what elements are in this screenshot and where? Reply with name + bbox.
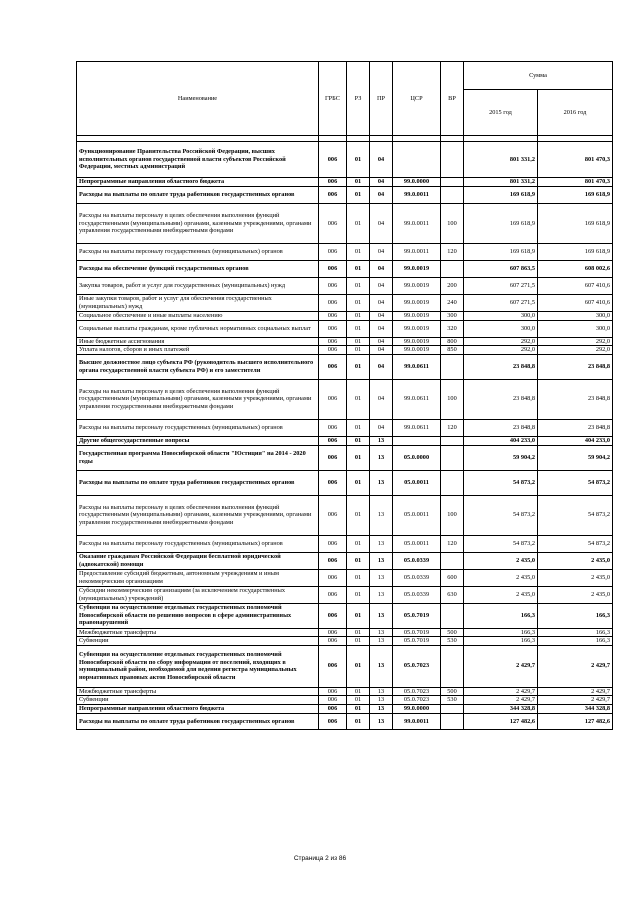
cell-grbs: 006 bbox=[319, 178, 347, 187]
cell-y2016: 292,0 bbox=[538, 337, 613, 346]
cell-csr: 99.0.0011 bbox=[393, 713, 441, 729]
cell-csr: 99.0.0011 bbox=[393, 204, 441, 244]
cell-y2016: 23 848,8 bbox=[538, 419, 613, 436]
table-row bbox=[77, 552, 613, 569]
cell-grbs: 006 bbox=[319, 346, 347, 355]
cell-rz: 01 bbox=[347, 637, 370, 646]
cell-y2015: 292,0 bbox=[464, 337, 538, 346]
cell-vr: 850 bbox=[441, 346, 464, 355]
cell-csr: 05.0.0011 bbox=[393, 535, 441, 552]
cell-name: Другие общегосударственные вопросы bbox=[77, 436, 319, 445]
cell-vr bbox=[441, 603, 464, 628]
table-row bbox=[77, 204, 613, 244]
cell-y2016: 2 435,0 bbox=[538, 586, 613, 603]
table-row bbox=[77, 379, 613, 419]
cell-vr: 530 bbox=[441, 696, 464, 705]
cell-rz: 01 bbox=[347, 687, 370, 696]
cell-y2015: 2 429,7 bbox=[464, 645, 538, 687]
cell-name: Государственная программа Новосибирской области "Юстиция" на 2014 - 2020 годы bbox=[77, 445, 319, 470]
cell-vr: 120 bbox=[441, 419, 464, 436]
cell-grbs: 006 bbox=[319, 495, 347, 535]
cell-pr: 13 bbox=[370, 535, 393, 552]
cell-csr: 05.0.0339 bbox=[393, 586, 441, 603]
header-2016: 2016 год bbox=[538, 90, 613, 136]
cell-pr: 13 bbox=[370, 713, 393, 729]
table-row bbox=[77, 628, 613, 637]
cell-vr bbox=[441, 261, 464, 278]
cell-name: Иные бюджетные ассигнования bbox=[77, 337, 319, 346]
cell-y2016: 300,0 bbox=[538, 312, 613, 321]
cell-grbs: 006 bbox=[319, 470, 347, 495]
header-grbs: ГРБС bbox=[319, 62, 347, 136]
cell-y2016: 169 618,9 bbox=[538, 187, 613, 204]
table-row bbox=[77, 178, 613, 187]
cell-vr: 100 bbox=[441, 204, 464, 244]
cell-rz: 01 bbox=[347, 295, 370, 312]
table-row bbox=[77, 320, 613, 337]
cell-y2015: 166,3 bbox=[464, 628, 538, 637]
cell-y2016: 801 470,3 bbox=[538, 142, 613, 178]
table-row bbox=[77, 696, 613, 705]
cell-pr: 04 bbox=[370, 312, 393, 321]
cell-pr: 04 bbox=[370, 142, 393, 178]
cell-pr: 04 bbox=[370, 278, 393, 295]
cell-y2015: 2 435,0 bbox=[464, 569, 538, 586]
cell-grbs: 006 bbox=[319, 603, 347, 628]
cell-vr bbox=[441, 178, 464, 187]
cell-grbs: 006 bbox=[319, 535, 347, 552]
cell-y2015: 2 429,7 bbox=[464, 696, 538, 705]
cell-pr: 13 bbox=[370, 436, 393, 445]
cell-grbs: 006 bbox=[319, 354, 347, 379]
table-row bbox=[77, 470, 613, 495]
cell-name: Расходы на выплаты по оплате труда работников государственных органов bbox=[77, 470, 319, 495]
cell-name: Расходы на выплаты по оплате труда работников государственных органов bbox=[77, 713, 319, 729]
table-row bbox=[77, 337, 613, 346]
cell-y2016: 607 410,6 bbox=[538, 295, 613, 312]
cell-grbs: 006 bbox=[319, 552, 347, 569]
cell-grbs: 006 bbox=[319, 687, 347, 696]
cell-y2015: 2 429,7 bbox=[464, 687, 538, 696]
cell-y2016: 2 429,7 bbox=[538, 645, 613, 687]
cell-grbs: 006 bbox=[319, 704, 347, 713]
cell-pr: 04 bbox=[370, 337, 393, 346]
cell-csr: 99.0.0019 bbox=[393, 261, 441, 278]
cell-csr: 99.0.0019 bbox=[393, 278, 441, 295]
cell-name: Функционирование Правительства Российской Федерации, высших исполнительных органов государственной власти субъектов Российской Федерации, местных администраций bbox=[77, 142, 319, 178]
cell-name: Расходы на обеспечение функций государственных органов bbox=[77, 261, 319, 278]
cell-name: Расходы на выплаты персоналу в целях обеспечения выполнения функций государственными (муниципальными) органами, казенными учреждениями, органами управления государственными внебюджетными фондами bbox=[77, 204, 319, 244]
cell-y2015: 607 271,5 bbox=[464, 278, 538, 295]
cell-rz: 01 bbox=[347, 379, 370, 419]
cell-vr bbox=[441, 445, 464, 470]
cell-csr: 05.0.0011 bbox=[393, 470, 441, 495]
cell-y2016: 127 482,6 bbox=[538, 713, 613, 729]
cell-pr: 04 bbox=[370, 419, 393, 436]
header-csr: ЦСР bbox=[393, 62, 441, 136]
cell-pr: 13 bbox=[370, 569, 393, 586]
cell-grbs: 006 bbox=[319, 295, 347, 312]
cell-y2015: 54 873,2 bbox=[464, 495, 538, 535]
cell-csr: 99.0.0611 bbox=[393, 419, 441, 436]
cell-rz: 01 bbox=[347, 552, 370, 569]
cell-name: Расходы на выплаты персоналу государственных (муниципальных) органов bbox=[77, 535, 319, 552]
table-row bbox=[77, 187, 613, 204]
cell-pr: 04 bbox=[370, 346, 393, 355]
cell-csr: 99.0.0000 bbox=[393, 704, 441, 713]
cell-vr: 100 bbox=[441, 379, 464, 419]
cell-vr: 300 bbox=[441, 312, 464, 321]
cell-name: Закупка товаров, работ и услуг для государственных (муниципальных) нужд bbox=[77, 278, 319, 295]
table-row bbox=[77, 312, 613, 321]
cell-grbs: 006 bbox=[319, 586, 347, 603]
cell-rz: 01 bbox=[347, 312, 370, 321]
cell-rz: 01 bbox=[347, 569, 370, 586]
cell-vr: 630 bbox=[441, 586, 464, 603]
table-row bbox=[77, 436, 613, 445]
cell-csr: 99.0.0019 bbox=[393, 346, 441, 355]
cell-y2016: 608 002,6 bbox=[538, 261, 613, 278]
cell-vr: 500 bbox=[441, 687, 464, 696]
cell-rz: 01 bbox=[347, 704, 370, 713]
cell-grbs: 006 bbox=[319, 204, 347, 244]
cell-csr bbox=[393, 436, 441, 445]
cell-rz: 01 bbox=[347, 445, 370, 470]
table-row bbox=[77, 704, 613, 713]
cell-pr: 13 bbox=[370, 552, 393, 569]
cell-rz: 01 bbox=[347, 419, 370, 436]
cell-rz: 01 bbox=[347, 603, 370, 628]
cell-y2015: 801 331,2 bbox=[464, 178, 538, 187]
cell-csr: 99.0.0019 bbox=[393, 295, 441, 312]
cell-y2015: 801 331,2 bbox=[464, 142, 538, 178]
cell-csr: 05.0.0000 bbox=[393, 445, 441, 470]
cell-pr: 13 bbox=[370, 470, 393, 495]
cell-name: Субвенция на осуществление отдельных государственных полномочий Новосибирской области по решению вопросов в сфере административных правонарушений bbox=[77, 603, 319, 628]
cell-grbs: 006 bbox=[319, 261, 347, 278]
cell-rz: 01 bbox=[347, 354, 370, 379]
table-row bbox=[77, 495, 613, 535]
cell-pr: 13 bbox=[370, 637, 393, 646]
cell-name: Субвенции bbox=[77, 696, 319, 705]
cell-vr bbox=[441, 354, 464, 379]
cell-vr: 120 bbox=[441, 535, 464, 552]
cell-csr: 05.0.0339 bbox=[393, 569, 441, 586]
cell-pr: 13 bbox=[370, 645, 393, 687]
cell-y2015: 23 848,8 bbox=[464, 419, 538, 436]
table-row bbox=[77, 295, 613, 312]
cell-grbs: 006 bbox=[319, 187, 347, 204]
cell-csr: 99.0.0019 bbox=[393, 312, 441, 321]
cell-name: Предоставление субсидий бюджетным, автономным учреждениям и иным некоммерческим организациям bbox=[77, 569, 319, 586]
cell-name: Межбюджетные трансферты bbox=[77, 628, 319, 637]
cell-csr: 99.0.0019 bbox=[393, 320, 441, 337]
table-row bbox=[77, 445, 613, 470]
cell-pr: 13 bbox=[370, 687, 393, 696]
cell-y2016: 2 435,0 bbox=[538, 552, 613, 569]
cell-csr: 99.0.0611 bbox=[393, 354, 441, 379]
cell-pr: 04 bbox=[370, 261, 393, 278]
cell-y2016: 2 429,7 bbox=[538, 687, 613, 696]
cell-csr bbox=[393, 142, 441, 178]
cell-name: Расходы на выплаты по оплате труда работников государственных органов bbox=[77, 187, 319, 204]
header-vr: ВР bbox=[441, 62, 464, 136]
cell-y2016: 2 429,7 bbox=[538, 696, 613, 705]
cell-vr bbox=[441, 704, 464, 713]
cell-grbs: 006 bbox=[319, 278, 347, 295]
cell-grbs: 006 bbox=[319, 569, 347, 586]
cell-rz: 01 bbox=[347, 645, 370, 687]
cell-rz: 01 bbox=[347, 278, 370, 295]
cell-y2016: 169 618,9 bbox=[538, 244, 613, 261]
cell-vr: 320 bbox=[441, 320, 464, 337]
cell-name: Расходы на выплаты персоналу государственных (муниципальных) органов bbox=[77, 244, 319, 261]
table-row bbox=[77, 637, 613, 646]
budget-table bbox=[76, 61, 613, 730]
cell-csr: 05.0.7023 bbox=[393, 696, 441, 705]
cell-y2016: 292,0 bbox=[538, 346, 613, 355]
cell-pr: 13 bbox=[370, 603, 393, 628]
cell-grbs: 006 bbox=[319, 445, 347, 470]
cell-pr: 13 bbox=[370, 445, 393, 470]
cell-rz: 01 bbox=[347, 337, 370, 346]
cell-rz: 01 bbox=[347, 244, 370, 261]
cell-pr: 04 bbox=[370, 187, 393, 204]
cell-y2015: 54 873,2 bbox=[464, 470, 538, 495]
cell-csr: 99.0.0019 bbox=[393, 337, 441, 346]
cell-name: Социальные выплаты гражданам, кроме публичных нормативных социальных выплат bbox=[77, 320, 319, 337]
cell-rz: 01 bbox=[347, 261, 370, 278]
cell-y2016: 607 410,6 bbox=[538, 278, 613, 295]
table-row bbox=[77, 142, 613, 178]
table-row bbox=[77, 419, 613, 436]
cell-vr: 240 bbox=[441, 295, 464, 312]
table-row bbox=[77, 261, 613, 278]
cell-vr bbox=[441, 470, 464, 495]
cell-pr: 13 bbox=[370, 696, 393, 705]
cell-y2015: 23 848,8 bbox=[464, 379, 538, 419]
cell-rz: 01 bbox=[347, 535, 370, 552]
cell-name: Непрограммные направления областного бюджета bbox=[77, 704, 319, 713]
cell-name: Уплата налогов, сборов и иных платежей bbox=[77, 346, 319, 355]
cell-rz: 01 bbox=[347, 495, 370, 535]
cell-name: Межбюджетные трансферты bbox=[77, 687, 319, 696]
cell-y2015: 166,3 bbox=[464, 637, 538, 646]
cell-y2016: 54 873,2 bbox=[538, 535, 613, 552]
cell-y2016: 169 618,9 bbox=[538, 204, 613, 244]
cell-name: Расходы на выплаты персоналу в целях обеспечения выполнения функций государственными (муниципальными) органами, казенными учреждениями, органами управления государственными внебюджетными фондами bbox=[77, 379, 319, 419]
cell-rz: 01 bbox=[347, 696, 370, 705]
cell-pr: 13 bbox=[370, 495, 393, 535]
cell-y2015: 300,0 bbox=[464, 320, 538, 337]
cell-name: Социальное обеспечение и иные выплаты населению bbox=[77, 312, 319, 321]
cell-y2015: 344 328,8 bbox=[464, 704, 538, 713]
table-row bbox=[77, 687, 613, 696]
cell-rz: 01 bbox=[347, 178, 370, 187]
cell-y2016: 54 873,2 bbox=[538, 470, 613, 495]
cell-y2016: 2 435,0 bbox=[538, 569, 613, 586]
table-row bbox=[77, 603, 613, 628]
cell-pr: 04 bbox=[370, 379, 393, 419]
table-row bbox=[77, 586, 613, 603]
cell-y2016: 54 873,2 bbox=[538, 495, 613, 535]
cell-rz: 01 bbox=[347, 187, 370, 204]
cell-y2016: 166,3 bbox=[538, 603, 613, 628]
cell-csr: 99.0.0011 bbox=[393, 187, 441, 204]
header-pr: ПР bbox=[370, 62, 393, 136]
cell-y2016: 404 233,0 bbox=[538, 436, 613, 445]
table-row bbox=[77, 645, 613, 687]
table-row bbox=[77, 278, 613, 295]
cell-y2016: 23 848,8 bbox=[538, 379, 613, 419]
cell-grbs: 006 bbox=[319, 436, 347, 445]
cell-y2015: 607 271,5 bbox=[464, 295, 538, 312]
cell-y2016: 166,3 bbox=[538, 637, 613, 646]
cell-vr bbox=[441, 187, 464, 204]
cell-rz: 01 bbox=[347, 204, 370, 244]
cell-vr: 530 bbox=[441, 637, 464, 646]
cell-name: Расходы на выплаты персоналу в целях обеспечения выполнения функций государственными (муниципальными) органами, казенными учреждениями, органами управления государственными внебюджетными фондами bbox=[77, 495, 319, 535]
cell-grbs: 006 bbox=[319, 320, 347, 337]
cell-vr: 800 bbox=[441, 337, 464, 346]
cell-y2016: 344 328,8 bbox=[538, 704, 613, 713]
cell-csr: 05.0.7019 bbox=[393, 637, 441, 646]
cell-vr bbox=[441, 713, 464, 729]
cell-rz: 01 bbox=[347, 713, 370, 729]
cell-csr: 99.0.0611 bbox=[393, 379, 441, 419]
cell-csr: 99.0.0000 bbox=[393, 178, 441, 187]
cell-grbs: 006 bbox=[319, 696, 347, 705]
cell-y2015: 59 904,2 bbox=[464, 445, 538, 470]
cell-y2016: 23 848,8 bbox=[538, 354, 613, 379]
table-row bbox=[77, 346, 613, 355]
cell-vr: 200 bbox=[441, 278, 464, 295]
cell-csr: 05.0.7023 bbox=[393, 645, 441, 687]
cell-grbs: 006 bbox=[319, 419, 347, 436]
cell-y2015: 607 863,5 bbox=[464, 261, 538, 278]
cell-y2015: 166,3 bbox=[464, 603, 538, 628]
cell-pr: 04 bbox=[370, 178, 393, 187]
table-row bbox=[77, 569, 613, 586]
header-name: Наименование bbox=[77, 62, 319, 136]
cell-csr: 05.0.0339 bbox=[393, 552, 441, 569]
cell-vr: 120 bbox=[441, 244, 464, 261]
cell-rz: 01 bbox=[347, 628, 370, 637]
cell-pr: 04 bbox=[370, 244, 393, 261]
cell-rz: 01 bbox=[347, 470, 370, 495]
table-row bbox=[77, 535, 613, 552]
cell-y2015: 169 618,9 bbox=[464, 187, 538, 204]
cell-grbs: 006 bbox=[319, 637, 347, 646]
cell-y2015: 300,0 bbox=[464, 312, 538, 321]
cell-name: Высшее должностное лицо субъекта РФ (руководитель высшего исполнительного органа государственной власти субъекта РФ) и его заместители bbox=[77, 354, 319, 379]
cell-grbs: 006 bbox=[319, 337, 347, 346]
cell-name: Субвенции bbox=[77, 637, 319, 646]
cell-pr: 04 bbox=[370, 295, 393, 312]
cell-y2015: 404 233,0 bbox=[464, 436, 538, 445]
cell-pr: 04 bbox=[370, 354, 393, 379]
cell-name: Иные закупки товаров, работ и услуг для обеспечения государственных (муниципальных) нужд bbox=[77, 295, 319, 312]
cell-y2015: 169 618,9 bbox=[464, 244, 538, 261]
cell-y2015: 2 435,0 bbox=[464, 586, 538, 603]
cell-grbs: 006 bbox=[319, 379, 347, 419]
cell-y2015: 23 848,8 bbox=[464, 354, 538, 379]
cell-vr bbox=[441, 142, 464, 178]
cell-name: Непрограммные направления областного бюджета bbox=[77, 178, 319, 187]
cell-vr: 500 bbox=[441, 628, 464, 637]
cell-name: Субсидии некоммерческим организациям (за исключением государственных (муниципальных) учреждений) bbox=[77, 586, 319, 603]
cell-grbs: 006 bbox=[319, 244, 347, 261]
cell-name: Расходы на выплаты персоналу государственных (муниципальных) органов bbox=[77, 419, 319, 436]
cell-grbs: 006 bbox=[319, 312, 347, 321]
cell-pr: 04 bbox=[370, 320, 393, 337]
cell-y2016: 59 904,2 bbox=[538, 445, 613, 470]
page-footer: Страница 2 из 86 bbox=[293, 855, 347, 862]
cell-y2016: 801 470,3 bbox=[538, 178, 613, 187]
cell-grbs: 006 bbox=[319, 645, 347, 687]
header-sum: Сумма bbox=[464, 62, 613, 90]
cell-vr bbox=[441, 645, 464, 687]
cell-name: Оказание гражданам Российской Федерации бесплатной юридической (адвокатской) помощи bbox=[77, 552, 319, 569]
cell-grbs: 006 bbox=[319, 628, 347, 637]
table-row bbox=[77, 244, 613, 261]
header-rz: РЗ bbox=[347, 62, 370, 136]
cell-vr bbox=[441, 436, 464, 445]
cell-y2015: 292,0 bbox=[464, 346, 538, 355]
cell-csr: 99.0.0011 bbox=[393, 244, 441, 261]
cell-csr: 05.0.7019 bbox=[393, 603, 441, 628]
cell-rz: 01 bbox=[347, 346, 370, 355]
cell-grbs: 006 bbox=[319, 713, 347, 729]
table-row bbox=[77, 354, 613, 379]
cell-rz: 01 bbox=[347, 320, 370, 337]
cell-rz: 01 bbox=[347, 436, 370, 445]
cell-csr: 05.0.7019 bbox=[393, 628, 441, 637]
header-2015: 2015 год bbox=[464, 90, 538, 136]
cell-y2015: 54 873,2 bbox=[464, 535, 538, 552]
cell-pr: 13 bbox=[370, 628, 393, 637]
cell-rz: 01 bbox=[347, 586, 370, 603]
cell-csr: 05.0.7023 bbox=[393, 687, 441, 696]
cell-vr bbox=[441, 552, 464, 569]
cell-y2016: 166,3 bbox=[538, 628, 613, 637]
cell-y2015: 2 435,0 bbox=[464, 552, 538, 569]
cell-vr: 100 bbox=[441, 495, 464, 535]
cell-y2015: 127 482,6 bbox=[464, 713, 538, 729]
cell-y2015: 169 618,9 bbox=[464, 204, 538, 244]
cell-grbs: 006 bbox=[319, 142, 347, 178]
cell-csr: 05.0.0011 bbox=[393, 495, 441, 535]
cell-name: Субвенция на осуществление отдельных государственных полномочий Новосибирской области по сбору информации от поселений, входящих в муниципальный район, необходимой для ведения регистра муниципальных нормативных правовых актов Новосибирской области bbox=[77, 645, 319, 687]
cell-y2016: 300,0 bbox=[538, 320, 613, 337]
cell-vr: 600 bbox=[441, 569, 464, 586]
cell-pr: 13 bbox=[370, 704, 393, 713]
cell-rz: 01 bbox=[347, 142, 370, 178]
table-row bbox=[77, 713, 613, 729]
cell-pr: 04 bbox=[370, 204, 393, 244]
cell-pr: 13 bbox=[370, 586, 393, 603]
